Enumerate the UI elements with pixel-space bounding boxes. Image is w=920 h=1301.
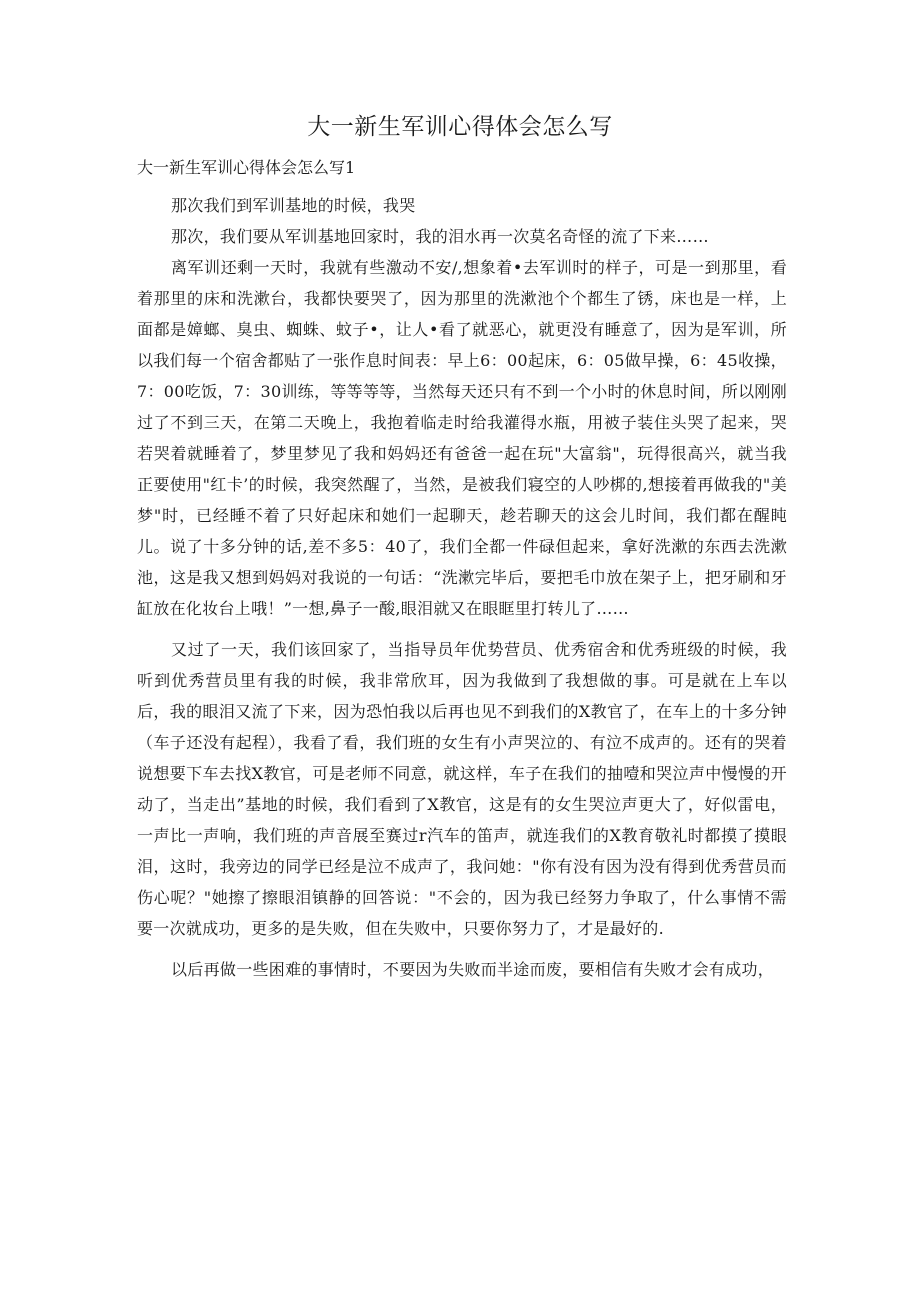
document-title: 大一新生军训心得体会怎么写: [307, 114, 613, 140]
paragraph-3: 离军训还剩一天时，我就有些激动不安/,想象着•去军训时的样子，可是一到那里，看着那里的床和洗漱台，我都快要哭了，因为那里的洗漱池个个都生了锈，床也是一样，上面都是嫜螂、臭虫、蜘蛛、蚊子•，让人•看了就恶心，就更没有睡意了，因为是军训，所以我们每一个宿舍都贴了一张作息时间表：早上6：00起床，6：05做早操，6：45收操，7：00吃饭，7：30训练，等等等等，当然每天还只有不到一个小时的休息时间，所以刚刚过了不到三天，在第二天晚上，我抱着临走时给我灌得水瓶，用被子装住头哭了起来，哭若哭着就睡着了，梦里梦见了我和妈妈还有爸爸一起在玩"大富翁"，玩得很高兴，就当我正要使用"红卡’的时候，我突然醒了，当然，是被我们寝空的人吵梆的,想接着再做我的"美梦"时，已经睡不着了只好起床和她们一起聊天，趁若聊天的这会儿时间，我们都在醒盹儿。说了十多分钟的话,差不多5：40了，我们全都一件碌但起来，拿好洗漱的东西去洗漱池，这是我又想到妈妈对我说的一句话：“洗漱完毕后，要把毛巾放在架子上，把牙刷和牙缸放在化妆台上哦！”一想,鼻子一酸,眼泪就又在眼眶里打转儿了……: [137, 258, 787, 618]
paragraph-1: 那次我们到军训基地的时候，我哭: [171, 196, 416, 215]
document-body: [137, 190, 787, 985]
paragraph-2: 那次，我们要从军训基地回家时，我的泪水再一次莫名奇怪的流了下来……: [171, 227, 709, 246]
paragraph-5: 以后再做一些困难的事情时，不要因为失败而半途而废，要相信有失败才会有成功，: [171, 960, 775, 979]
section-heading: 大一新生军训心得体会怎么写1: [137, 158, 356, 177]
paragraph-4: 又过了一天，我们该回家了，当指导员年优势营员、优秀宿舍和优秀班级的时候，我听到优秀营员里有我的时候，我非常欣耳，因为我做到了我想做的事。可是就在上车以后，我的眼泪又流了下来，因为恐怕我以后再也见不到我们的X教官了，在车上的十多分钟（车子还没有起程），我看了看，我们班的女生有小声哭泣的、有泣不成声的。还有的哭着说想要下车去找X教官，可是老师不同意，就这样，车子在我们的抽噎和哭泣声中慢慢的开动了，当走出”基地的时候，我们看到了X教官，这是有的女生哭泣声更大了，好似雷电，一声比一声响，我们班的声音展至赛过r汽车的笛声，就连我们的X教育敬礼时都摸了摸眼泪，这时，我旁边的同学已经是泣不成声了，我问她："你有没有因为没有得到优秀营员而伤心呢？"她擦了擦眼泪镇静的回答说："不会的，因为我已经努力争取了，什么事情不需要一次就成功，更多的是失败，但在失败中，只要你努力了，才是最好的.: [137, 640, 787, 938]
